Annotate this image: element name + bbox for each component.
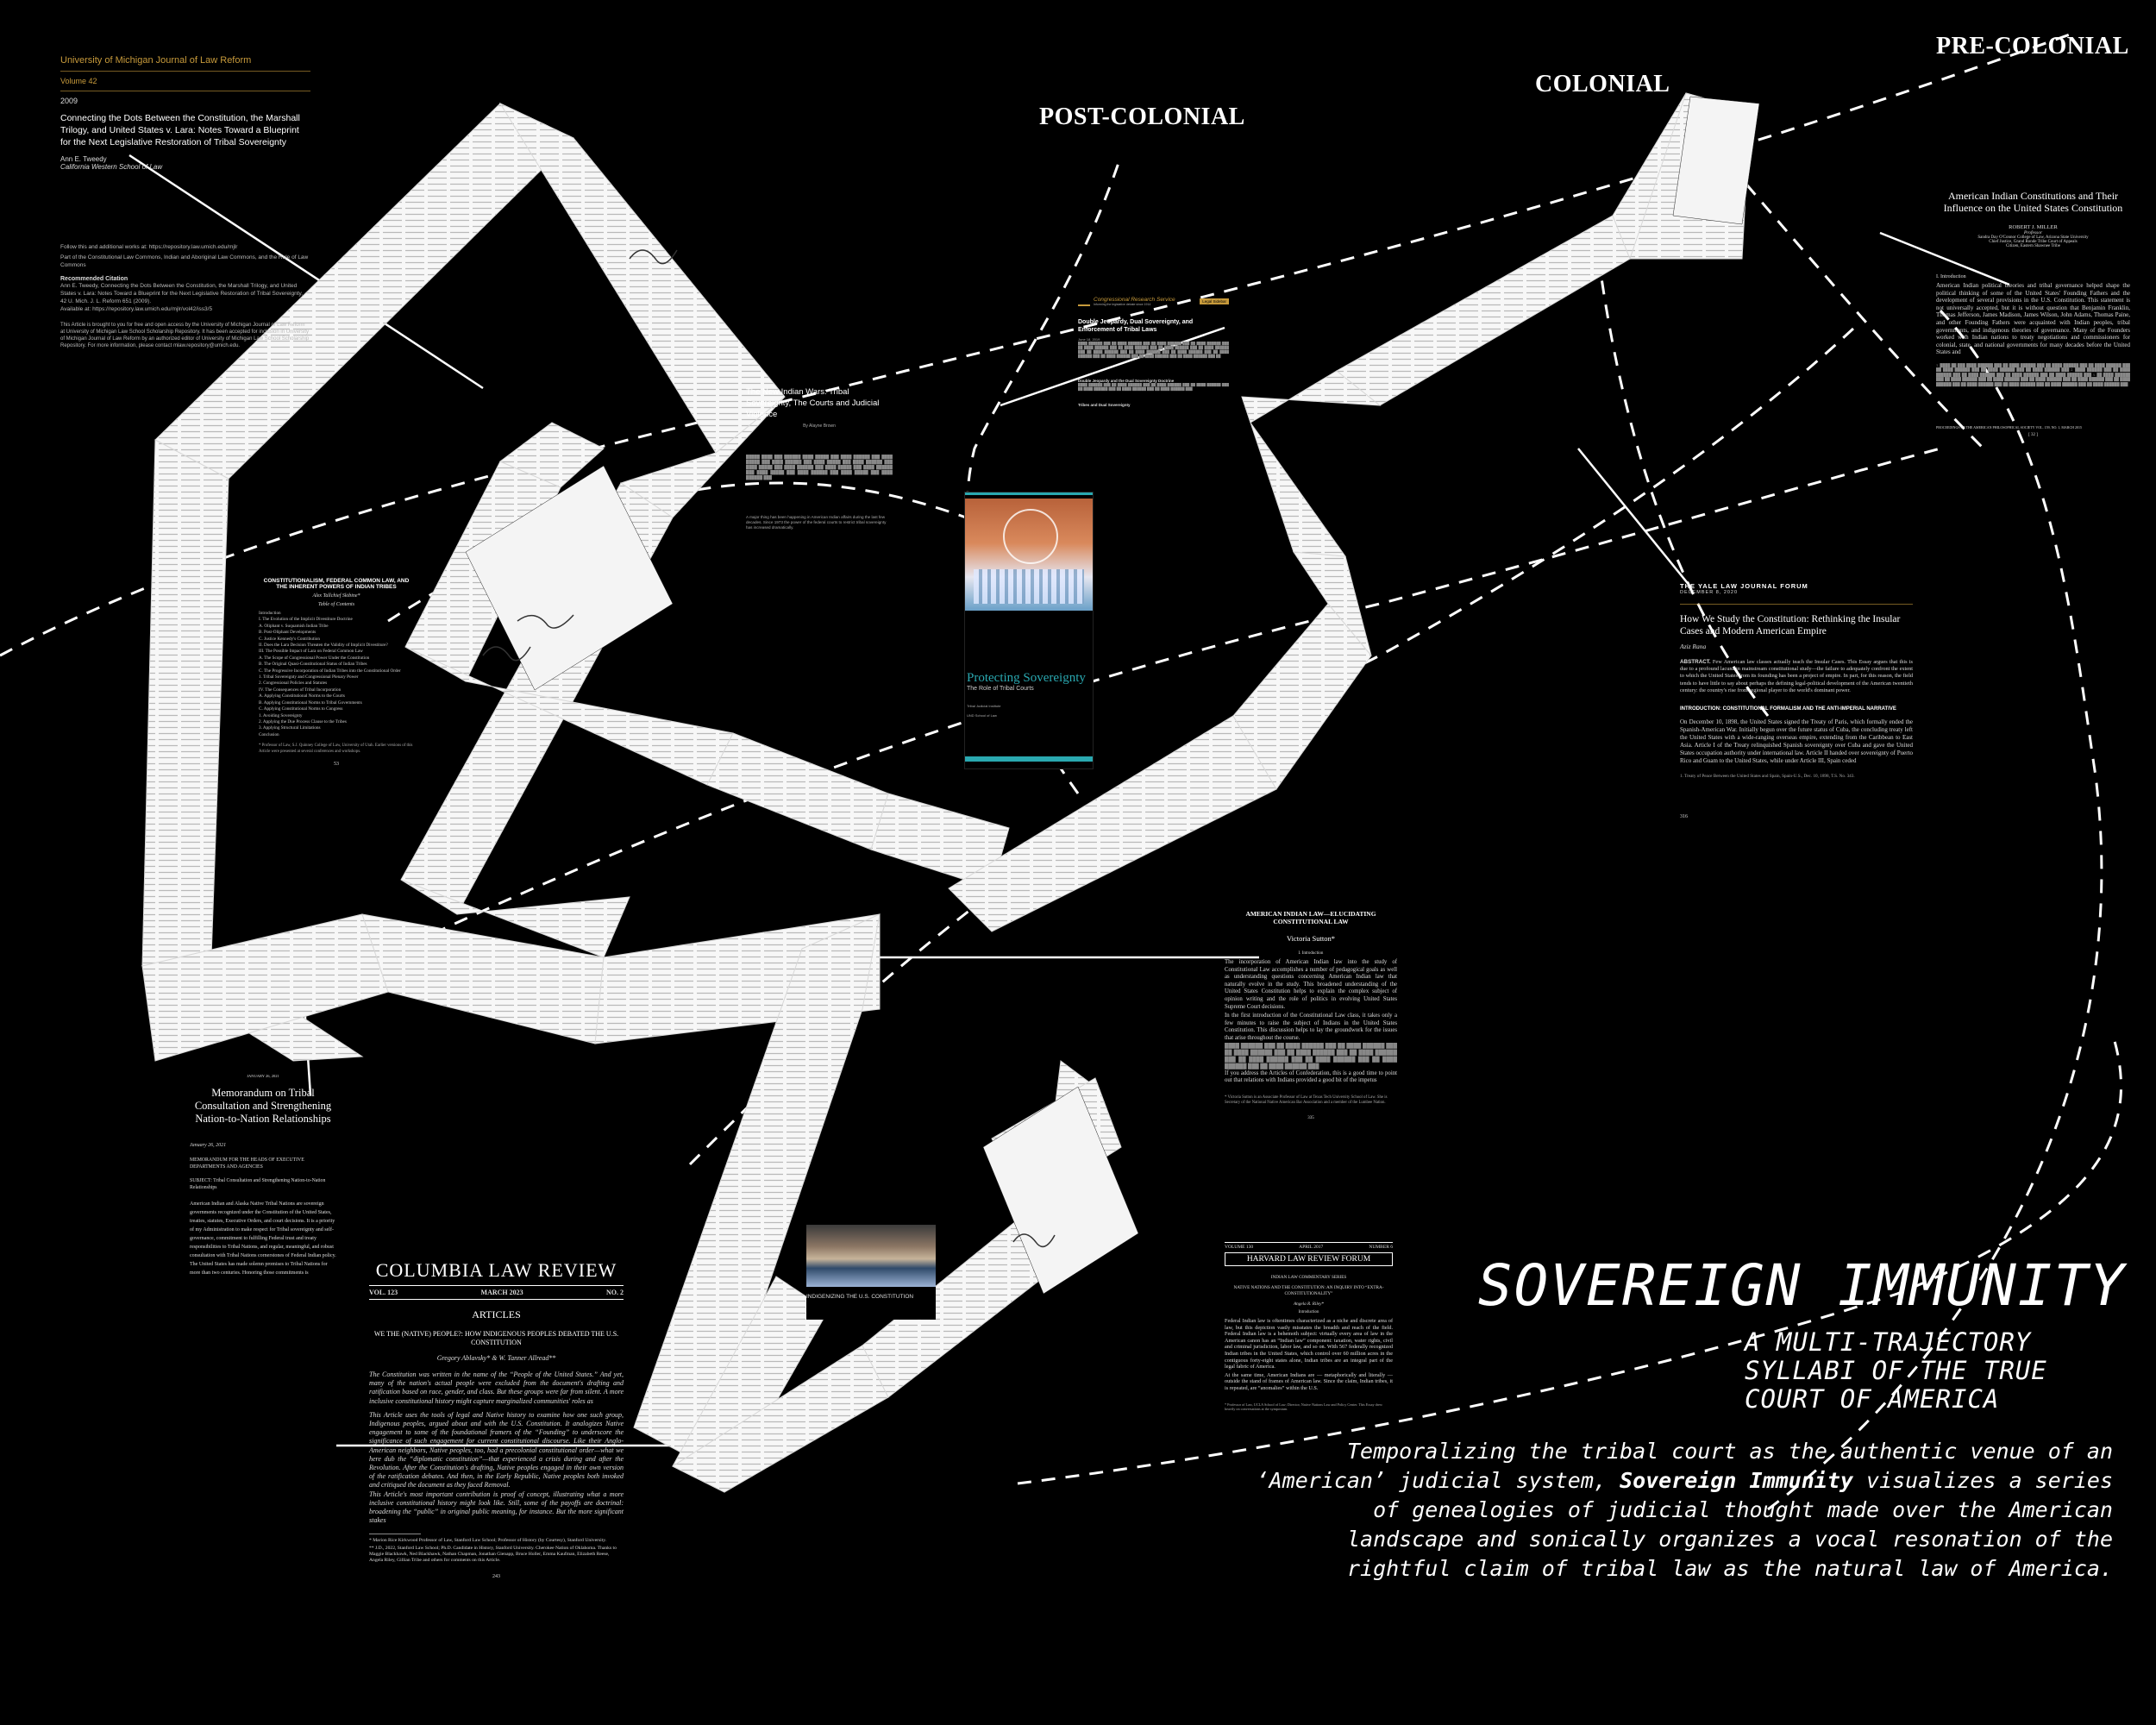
crs-body-2: ████ ██████ ███ ██ ████ ██████ ███ ██ ████ ██████ ███ ██ ████ ██████ ███ ██ ████ ██████ ███ ██ ████ ██████ ███ ██ ████ ██████ ███: [1078, 383, 1229, 391]
yale-date: DECEMBER 8, 2020: [1680, 590, 1739, 595]
columbia-document: [369, 1259, 624, 1579]
toc-entry: Introduction: [259, 611, 281, 616]
miller-document: [1936, 190, 2130, 437]
protecting-line1: Tribal Judicial Institute: [967, 704, 1001, 708]
michigan-part-of: Part of the Constitutional Law Commons, Indian and Aboriginal Law Commons, and the Rule of Law Commons: [60, 254, 309, 268]
sutton-p3: If you address the Articles of Confederation, this is a good time to point out that relations with Indians provided a good bit of the impetus: [1225, 1070, 1397, 1084]
yale-body: On December 10, 1898, the United States signed the Treaty of Paris, which formally ended the Spanish-American War. Initially begun over the future status of Cuba, the concluding treaty left the United States with a wide-ranging overseas empire, extending from the Caribbean to East Asia. Article I of the Treaty relinquished Spanish sovereignty over Cuba and gave the United States occupation authority under international law. Article II handed over sovereignty of Puerto Rico and Guam to the United States, while under Article III, Spain ceded: [1680, 718, 1913, 765]
memo-date: January 26, 2021: [190, 1143, 227, 1148]
era-label-colonial: COLONIAL: [1535, 71, 1670, 97]
columbia-title: WE THE (NATIVE) PEOPLE?: HOW INDIGENOUS PEOPLES DEBATED THE U.S. CONSTITUTION: [373, 1330, 619, 1346]
harvard-series: INDIAN LAW COMMENTARY SERIES: [1270, 1275, 1347, 1280]
toc-entry: 2. Applying the Due Process Clause to the Tribes: [259, 718, 347, 724]
new-indian-wars-title: The New Indian Wars: Tribal Sovereignty, The Courts and Judicial Violence: [746, 387, 880, 419]
toc-title: CONSTITUTIONALISM, FEDERAL COMMON LAW, AND THE INHERENT POWERS OF INDIAN TRIBES: [263, 578, 410, 590]
harvard-footnote: * Professor of Law, UCLA School of Law; Director, Native Nations Law and Policy Center. This Essay drew heavily on conversations at the symposium.: [1225, 1402, 1382, 1411]
michigan-author: Ann E. Tweedy: [60, 155, 107, 163]
harvard-vol: VOLUME 130: [1225, 1245, 1254, 1250]
columbia-p1: The Constitution was written in the name of the “People of the United States.” And yet, many of the nation's actual people were excluded from the document's drafting and ratification based on race, gender, and class. But these groups were far from silent. A more inclusive constitutional history might capture marginalized communities' roles as: [369, 1371, 624, 1405]
yale-abstract: Few American law classes actually teach the Insular Cases. This Essay argues that this is due to a profound lacuna in mainstream constitutional study—the failure to adequately confront the extent to which the United States from its founding has been a project of empire. In part, for this reason, the field tends to have little to say about perhaps the defining legal-political development of the American twentieth century: the country's rise from regional player to the world's dominant power.: [1680, 659, 1913, 693]
yale-author: Aziz Rana: [1680, 643, 1707, 650]
miller-role: Professor: [2023, 230, 2043, 235]
toc-author: Alex Tallchief Skibine*: [312, 593, 360, 599]
miller-title: American Indian Constitutions and Their Influence on the United States Constitution: [1943, 190, 2123, 214]
sutton-author: Victoria Sutton*: [1287, 934, 1335, 943]
main-subtitle: A MULTI-TRAJECTORY SYLLABI OF THE TRUE COURT OF AMERICA: [1745, 1327, 2047, 1414]
toc-entry: B. The Original Quasi-Constitutional Status of Indian Tribes: [259, 662, 367, 668]
crs-date: June 18, 2019: [1078, 337, 1100, 342]
memo-document: [190, 1074, 336, 1277]
new-indian-wars-author: By Alayne Brown: [803, 423, 836, 429]
indigenizing-cover: [806, 1225, 936, 1320]
sutton-footnote: * Victoria Sutton is an Associate Professor of Law at Texas Tech University School of Law. She is Secretary of the National Native American Bar Association and a member of the Lumbee Nation.: [1225, 1095, 1388, 1105]
sutton-document: [1225, 910, 1397, 1120]
columbia-name: COLUMBIA LAW REVIEW: [375, 1259, 617, 1281]
toc-footnote: * Professor of Law, S.J. Quinney College of Law, University of Utah. Earlier versions of this Article were presented at several conferences and workshops.: [259, 743, 413, 754]
protecting-title: Protecting Sovereignty: [967, 671, 1086, 685]
cover-image: [965, 499, 1093, 611]
harvard-author: Angela R. Riley*: [1293, 1302, 1324, 1307]
indigenizing-title: INDIGENIZING THE U.S. CONSTITUTION: [806, 1294, 914, 1300]
sutton-section: I. Introduction: [1298, 951, 1324, 956]
crs-section1: Double Jeopardy and the Dual Sovereignty Doctrine: [1078, 379, 1175, 383]
harvard-body: Federal Indian law is oftentimes characterized as a niche and discrete area of law, but this depiction vastly misstates the breadth and reach of the field. Federal Indian law is a behemoth subject: virtually every area of law in the American canon has an “Indian law” component: taxation, water rights, civil and criminal jurisdiction, labor law, and so on. With 567 federally recognized Indian tribes in the United States, which control over 60 million acres in the contiguous forty-eight states alone, Indian tribes are an integral part of the legal fabric of America.: [1225, 1318, 1393, 1371]
memo-body: American Indian and Alaska Native Tribal Nations are sovereign governments recognized under the Constitution of the United States, treaties, statutes, Executive Orders, and court decisions. It is a priority of my Administration to make respect for Tribal sovereignty and self-governance, commitment to fulfilling Federal trust and treaty responsibilities to Tribal Nations, and regular, meaningful, and robust consultation with Tribal Nations cornerstones of Federal Indian policy. The United States has made solemn promises to Tribal Nations for more than two centuries. Honoring those commitments is: [190, 1201, 336, 1276]
miller-footnotes: 1. ████ ██ ███ ████ ██████ ███ ██ ████ ██████ ███ ██ ████ ██████ ███ ██ ████ ██████ ███ ██ ████ ██████ ███ ██ ████ ██████ ███ ██ ████ ██████ ███ 2. ████ ██████ ███ ██ ████ ██████ ███ ██ ████ ██████ ███ ██ ████ ██████ ███ ██ ████ ██████ ███ 3. ██ ████ ██████ ███ ██ ████ ██████ ███ ██ ████ ██████ ███ ██ ████ ██████ ███ ██ ████ ██████ ███ ██ ████ ██████ ███ ██ ████ ██████ ███ ██ ████ ██████ ███ ██ ████ ██████ ███ ██ ████ ██████ ███: [1936, 362, 2130, 386]
harvard-name: HARVARD LAW REVIEW FORUM: [1225, 1252, 1393, 1266]
miller-aff1: Sandra Day O'Connor College of Law, Arizona State University: [1977, 235, 2089, 240]
columbia-no: NO. 2: [605, 1289, 624, 1296]
yale-footnote: 1. Treaty of Peace Between the United States and Spain, Spain-U.S., Dec. 10, 1898, T.S. No. 343.: [1680, 774, 1855, 780]
michigan-follow: Follow this and additional works at: https://repository.law.umich.edu/mjlr: [60, 244, 238, 250]
yale-title: How We Study the Constitution: Rethinking the Insular Cases and Modern American Empire: [1680, 614, 1901, 637]
columbia-vol: VOL. 123: [369, 1289, 398, 1296]
crs-body: ████ ██████ ███ ██ ████ ██████ ███ ██ ████ ██████ ███ ██ ████ ██████ ███ ██ ████ ██████ ███ ██ ████ ██████ ███ ██ ████ ██████ ███ ██ ████ ██████ ███ ██ ████ ██████ ███ ██ ████ ██████ ███ ██ ████ ██████ ███ ██ ████ ██████ ███ ██ ████ ██████ ███ ██ ████ ██████ ███ ██ ████ ██████ ███ ██: [1078, 342, 1229, 358]
crs-title: Double Jeopardy, Dual Sovereignty, and Enforcement of Tribal Laws: [1078, 319, 1194, 333]
description-bold: Sovereign Immunity: [1620, 1468, 1853, 1493]
columbia-p2: This Article uses the tools of legal and Native history to examine how one such group, Indigenous peoples, argued about and with the U.S. Constitution. It analogizes Native engagement to some of the foundational framers of the “Founding” to underscore the significance of such engagement for current constitutional discourse. Like their Anglo-American neighbors, Native peoples, too, had a precolonial constitutional order—what we here dub the “diplomatic constitution”—that experienced a crisis during and after the Revolution. After the Constitution's drafting, Native peoples engaged in their own version of the ratification debates. And then, in the Early Republic, Native peoples both invoked and critiqued the document as they faced Removal.: [369, 1410, 624, 1490]
michigan-notice: This Article is brought to you for free and open access by the University of Michigan Journal of Law Reform at University of Michigan Law School Scholarship Repository. It has been accepted for inclusion in University of Michigan Journal of Law Reform by an authorized editor of University of Michigan Law School Scholarship Repository. For more information, please contact mlaw.repository@umich.edu.: [60, 323, 310, 348]
toc-entry: III. The Possible Impact of Lara on Federal Common Law: [259, 649, 363, 655]
memo-to: MEMORANDUM FOR THE HEADS OF EXECUTIVE DEPARTMENTS AND AGENCIES: [190, 1157, 304, 1170]
crs-tagline: Informing the legislative debate since 1914: [1094, 302, 1151, 306]
michigan-rec-text: Ann E. Tweedy, Connecting the Dots Between the Constitution, the Marshall Trilogy, and United States v. Lara: Notes Toward a Blueprint for the Next Legislative Restoration of Tribal Sovereignty, 42 U. Mich. J. L. Reform 651 (2009).: [60, 283, 304, 304]
harvard-document: [1225, 1242, 1393, 1411]
protecting-line2: UND School of Law: [967, 713, 997, 718]
sutton-page: 335: [1307, 1115, 1314, 1120]
michigan-rec-heading: Recommended Citation: [60, 276, 128, 282]
miller-aff2: Chief Justice, Grand Ronde Tribe Court of Appeals: [1989, 240, 2078, 244]
columbia-date: MARCH 2023: [480, 1289, 523, 1296]
protecting-subtitle: The Role of Tribal Courts: [967, 686, 1034, 692]
main-description: [1250, 1437, 2113, 1584]
main-title: SOVEREIGN IMMUNITY: [1477, 1252, 2126, 1319]
toc-entry: C. Justice Kennedy's Contribution: [259, 636, 320, 642]
toc-heading: Table of Contents: [317, 602, 355, 607]
columbia-authors: Gregory Ablavsky* & W. Tanner Allread**: [436, 1354, 556, 1362]
new-indian-wars-intro: A major thing has been happening in American Indian affairs during the last few decades. Since 1973 the power of the federal courts to restrict tribal sovereignty has increased dramatically.: [746, 515, 887, 530]
toc-entry: 1. Avoiding Sovereignty: [259, 712, 303, 718]
sutton-p2: In the first introduction of the Constitutional Law class, it takes only a few minutes to raise the subject of Indians in the United States Constitution. This discussion helps to lay the groundwork for the issues that arise throughout the course.: [1225, 1013, 1397, 1041]
crs-document: [1078, 296, 1229, 407]
toc-entry: 2. Congressional Policies and Statutes: [259, 681, 328, 687]
harvard-date: APRIL 2017: [1299, 1245, 1324, 1250]
miller-author: ROBERT J. MILLER: [2009, 224, 2058, 230]
miller-body: American Indian political theories and tribal governance helped shape the political thinking of some of the United States' Founding Fathers and the development of several provisions in the U.S. Constitution. This statement is not universally accepted, but it is without question that Benjamin Franklin, Thomas Jefferson, James Madison, James Wilson, John Adams, Thomas Paine, and other Founding Fathers were acquainted with Indian peoples, tribal governments, and indigenous theories of governance. Many of the Founders worked with Indian nations to treaty negotiations and commissioners for colonial, state, and national governments for many decades before the United States and: [1936, 282, 2130, 356]
harvard-no: NUMBER 6: [1369, 1245, 1393, 1250]
toc-entry: 1. Tribal Sovereignty and Congressional Plenary Power: [259, 674, 359, 681]
new-indian-wars-document: [746, 386, 893, 530]
memo-small-date: JANUARY 26, 2021: [247, 1074, 279, 1078]
toc-document: [259, 578, 414, 767]
cover-bottom-bar: [965, 756, 1093, 762]
crs-section2: Tribes and Dual Sovereignty: [1078, 403, 1131, 407]
columbia-p3: This Article's most important contribution is proof of concept, illustrating what a more inclusive constitutional history might look like. Still, some of the payoffs are doctrinal: broadening the “public” in original public meaning, for instance. But the more significant stakes: [369, 1490, 624, 1525]
toc-list: [259, 611, 414, 738]
yale-abstract-label: ABSTRACT.: [1680, 659, 1711, 665]
michigan-document: [60, 55, 310, 349]
miller-footer: PROCEEDINGS OF THE AMERICAN PHILOSOPHICAL SOCIETY VOL. 159, NO. 1, MARCH 2015: [1936, 424, 2083, 430]
miller-page: [ 32 ]: [2028, 432, 2038, 437]
yale-heading: INTRODUCTION: CONSTITUTIONAL FORMALISM AND THE ANTI-IMPERIAL NARRATIVE: [1680, 706, 1896, 712]
crs-badge: Legal Sidebar: [1200, 298, 1229, 304]
protecting-sovereignty-cover: [964, 492, 1094, 769]
harvard-section: Introduction: [1298, 1310, 1319, 1314]
sutton-filler: ████ ██████ ███ ██ ████ ██████ ███ ██ ████ ██████ ███ ██ ████ ██████ ███ ██ ████ ██████ ███ ██ ████ ██████ ███ ██ ████ ██████ ███ ██ ████ ██████ ███ ██ ████ ██████ ███ ██ ████ ██████ ███: [1225, 1043, 1397, 1070]
harvard-issue-line: [1225, 1245, 1393, 1250]
miller-aff3: Citizen, Eastern Shawnee Tribe: [2005, 244, 2061, 248]
toc-entry: B. Post-Oliphant Developments: [259, 630, 317, 636]
miller-section: I. Introduction: [1936, 274, 1966, 279]
columbia-fn2: ** J.D., 2022, Stanford Law School; Ph.D. Candidate in History, Stanford University. Cherokee Nation of Oklahoma. Thanks to Maggie Blackhawk, Ned Blackhawk, Nathan Chapman, Jonathan Gienapp, Bruce Holler, Emma Kaufman, Elizabeth Reese, Angela Riley, Gillian Tribe and others for comments on this Article.: [369, 1546, 617, 1564]
sutton-title: AMERICAN INDIAN LAW—ELUCIDATING CONSTITUTIONAL LAW: [1245, 910, 1376, 925]
toc-entry: 3. Applying Structural Limitations: [259, 725, 321, 731]
toc-entry: II. Does the Lara Decision Threaten the Validity of Implicit Divestiture?: [259, 643, 388, 649]
yale-page: 316: [1680, 813, 1688, 819]
indigenizing-image: [806, 1225, 936, 1287]
columbia-section: ARTICLES: [472, 1308, 521, 1320]
michigan-affiliation: California Western School of Law: [60, 163, 163, 171]
columbia-page: 243: [492, 1574, 500, 1580]
yale-document: [1680, 582, 1913, 819]
memo-subject: SUBJECT: Tribal Consultation and Strengthening Nation-to-Nation Relationships: [190, 1178, 326, 1190]
toc-entry: C. Applying Constitutional Norms to Congress: [259, 706, 343, 712]
columbia-issue-line: [369, 1289, 624, 1296]
cover-top-bar: [965, 492, 1093, 495]
connector-yale: [1578, 448, 1690, 586]
harvard-title: NATIVE NATIONS AND THE CONSTITUTION: AN INQUIRY INTO “EXTRA-CONSTITUTIONALITY”: [1233, 1285, 1384, 1296]
crs-brand: Congressional Research Service: [1094, 296, 1175, 303]
sutton-p1: The incorporation of American Indian law into the study of Constitutional Law accomplishes a number of pedagogical goals as well as understanding questions concerning American Indian law that naturally evolve in the study. This broadened understanding of the United States Constitution helps to explain the complex subject of opinion writing and the role of politics in evolving United States Supreme Court decisions.: [1225, 959, 1397, 1010]
era-label-post-colonial: POST-COLONIAL: [1039, 104, 1245, 130]
toc-entry: B. Applying Constitutional Norms to Tribal Governments: [259, 699, 362, 706]
toc-entry: A. The Scope of Congressional Power Under the Constitution: [259, 655, 370, 661]
harvard-body2: At the same time, American Indians are — metaphorically and literally — outside the stand of frames of American law. Since the claim, Indian tribes, it is repeated, are “anomalies” within the U.S.: [1225, 1371, 1393, 1391]
toc-entry: Conclusion: [259, 731, 279, 737]
capitol-icon: [1078, 296, 1090, 306]
toc-page: 53: [334, 762, 339, 768]
toc-entry: A. Applying Constitutional Norms to the Courts: [259, 693, 345, 699]
michigan-available: Available at: https://repository.law.umich.edu/mjlr/vol42/iss3/5: [60, 306, 213, 312]
description-after: visualizes a series of genealogies of judicial thought made over the American landscape and sonically organizes a vocal resonation of the rightful claim of tribal law as the natural law of America.: [1346, 1468, 2113, 1581]
yale-journal: THE YALE LAW JOURNAL FORUM: [1680, 582, 1808, 590]
new-indian-wars-body: █████ ████ ███ ██████ ████ █████ ███ ████ ██████ ███ ████ █████ ███ ████ ██████ ███ ████ █████ ███ ████ ██████ ███ ████ █████ ███ ████ ██████ ███ ████ █████ ███ ████ ██████ ███ ████ █████ ███ ████ ██████ ███ ████ █████ ███ ████ ██████ ███: [746, 455, 893, 480]
description-before: Temporalizing the tribal court as the authentic venue of an ‘American’ judicial system,: [1256, 1439, 2113, 1493]
columbia-fn1: * Marion Rice Kirkwood Professor of Law, Stanford Law School; Professor of History (by Courtesy), Stanford University.: [369, 1538, 607, 1544]
toc-entry: A. Oliphant v. Suquamish Indian Tribe: [259, 623, 329, 629]
toc-entry: I. The Evolution of the Implicit Divestiture Doctrine: [259, 617, 353, 623]
cover-buildings: [974, 569, 1084, 604]
michigan-year: 2009: [60, 97, 78, 105]
michigan-volume: Volume 42: [60, 77, 97, 85]
globe-sculpture-icon: [1003, 509, 1058, 564]
michigan-title: Connecting the Dots Between the Constitution, the Marshall Trilogy, and United States v. Lara: Notes Toward a Blueprint for the Next Legislative Restoration of Tribal Sovereignty: [60, 113, 300, 147]
toc-entry: C. The Progressive Incorporation of Indian Tribes into the Constitutional Order: [259, 668, 401, 674]
memo-title: Memorandum on Tribal Consultation and Strengthening Nation-to-Nation Relationships: [194, 1087, 332, 1125]
era-label-pre-colonial: PRE-COLONIAL: [1936, 33, 2129, 60]
michigan-journal: University of Michigan Journal of Law Reform: [60, 55, 252, 66]
toc-entry: IV. The Consequences of Tribal Incorporation: [259, 687, 342, 693]
